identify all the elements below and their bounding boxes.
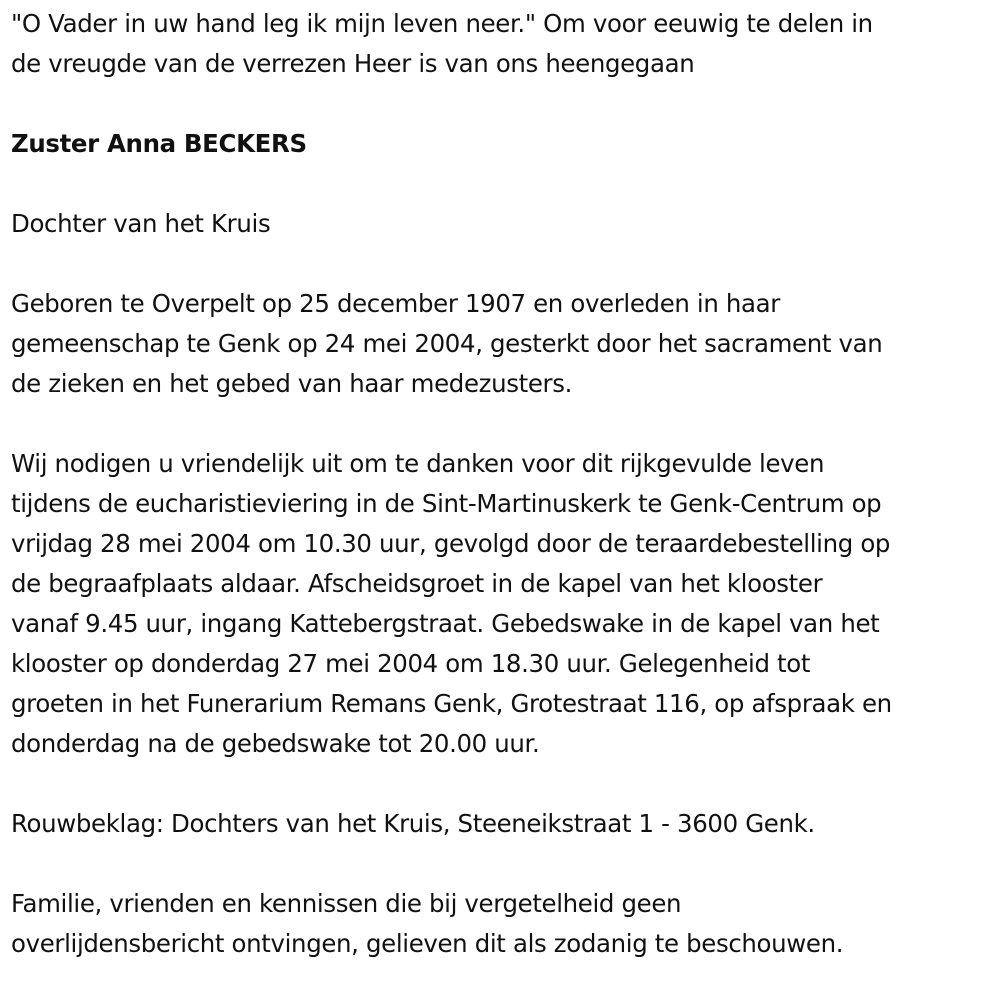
text-line: de vreugde van de verrezen Heer is van ons heengegaan	[11, 49, 695, 78]
text-line: de zieken en het gebed van haar medezusters.	[11, 369, 573, 398]
text-line: gemeenschap te Genk op 24 mei 2004, gesterkt door het sacrament van	[11, 329, 883, 358]
paragraph-gap	[11, 844, 996, 884]
birth-death-paragraph	[11, 284, 996, 404]
text-line: vanaf 9.45 uur, ingang Kattebergstraat. Gebedswake in de kapel van het	[11, 609, 880, 638]
intro-quote	[11, 4, 996, 84]
text-line: groeten in het Funerarium Remans Genk, Grotestraat 116, op afspraak en	[11, 689, 892, 718]
paragraph-gap	[11, 244, 996, 284]
paragraph-gap	[11, 84, 996, 124]
religious-title: Dochter van het Kruis	[11, 209, 271, 238]
text-line: klooster op donderdag 27 mei 2004 om 18.30 uur. Gelegenheid tot	[11, 649, 811, 678]
closing-paragraph	[11, 884, 996, 964]
text-line: Familie, vrienden en kennissen die bij vergetelheid geen	[11, 889, 682, 918]
text-line: tijdens de eucharistieviering in de Sint-Martinuskerk te Genk-Centrum op	[11, 489, 882, 518]
text-line: "O Vader in uw hand leg ik mijn leven neer." Om voor eeuwig te delen in	[11, 9, 873, 38]
text-line: vrijdag 28 mei 2004 om 10.30 uur, gevolgd door de teraardebestelling op	[11, 529, 891, 558]
text-line: donderdag na de gebedswake tot 20.00 uur.	[11, 729, 540, 758]
deceased-name: Zuster Anna BECKERS	[11, 129, 307, 158]
paragraph-gap	[11, 164, 996, 204]
paragraph-gap	[11, 764, 996, 804]
text-line: Wij nodigen u vriendelijk uit om te danken voor dit rijkgevulde leven	[11, 449, 825, 478]
text-line: de begraafplaats aldaar. Afscheidsgroet in de kapel van het klooster	[11, 569, 823, 598]
condolences-paragraph	[11, 804, 996, 844]
text-line: Geboren te Overpelt op 25 december 1907 en overleden in haar	[11, 289, 780, 318]
text-line: Rouwbeklag: Dochters van het Kruis, Steeneikstraat 1 - 3600 Genk.	[11, 809, 815, 838]
text-line: overlijdensbericht ontvingen, gelieven dit als zodanig te beschouwen.	[11, 929, 844, 958]
invitation-paragraph	[11, 444, 996, 764]
paragraph-gap	[11, 404, 996, 444]
